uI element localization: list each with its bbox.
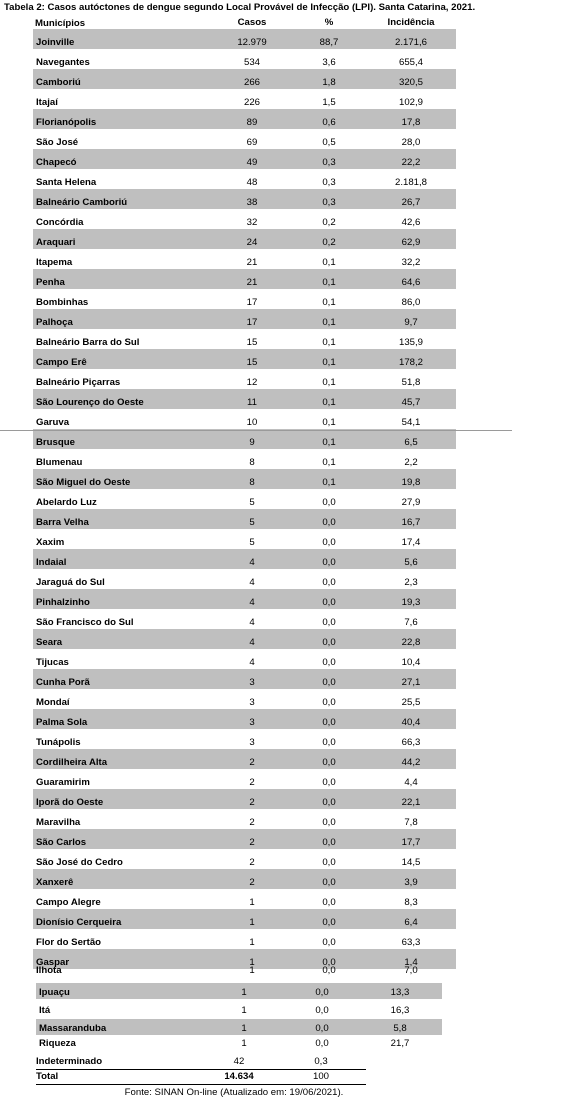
percent-value: 0,0 xyxy=(322,637,336,648)
casos-value: 4 xyxy=(249,557,255,568)
casos-value: 15 xyxy=(246,337,258,348)
table-row xyxy=(33,269,456,289)
casos-value: 1 xyxy=(249,917,255,928)
percent-value: 0,0 xyxy=(322,757,336,768)
incidencia-value: 62,9 xyxy=(401,237,421,248)
incidencia-value: 9,7 xyxy=(404,317,418,328)
casos-value: 8 xyxy=(249,477,255,488)
table-row xyxy=(33,309,456,329)
percent-value: 0,1 xyxy=(322,457,336,468)
table-row xyxy=(33,729,456,749)
total-percent: 100 xyxy=(312,1071,330,1082)
table-row xyxy=(33,549,456,569)
incidencia-value: 4,4 xyxy=(404,777,418,788)
percent-value: 0,0 xyxy=(322,577,336,588)
casos-value: 32 xyxy=(246,217,258,228)
incidencia-value: 2.181,8 xyxy=(394,177,428,188)
incidencia-value: 6,5 xyxy=(404,437,418,448)
casos-value: 1 xyxy=(249,957,255,968)
casos-value: 48 xyxy=(246,177,258,188)
table-row xyxy=(33,389,456,409)
header-percent: % xyxy=(324,17,334,28)
incidencia-value: 17,4 xyxy=(401,537,421,548)
percent-value: 0,0 xyxy=(322,617,336,628)
casos-value: 534 xyxy=(243,57,261,68)
municipio-name: Balneário Piçarras xyxy=(36,377,121,388)
municipio-name: Riqueza xyxy=(39,1038,76,1049)
indeterminado-percent: 0,3 xyxy=(314,1056,328,1067)
casos-value: 5 xyxy=(249,537,255,548)
percent-value: 0,0 xyxy=(322,937,336,948)
incidencia-value: 28,0 xyxy=(401,137,421,148)
percent-value: 0,2 xyxy=(322,237,336,248)
incidencia-value: 22,2 xyxy=(401,157,421,168)
municipio-name: São José do Cedro xyxy=(36,857,123,868)
table-row xyxy=(33,329,456,349)
percent-value: 0,0 xyxy=(322,877,336,888)
incidencia-value: 54,1 xyxy=(401,417,421,428)
municipio-name: São José xyxy=(36,137,79,148)
casos-value: 49 xyxy=(246,157,258,168)
casos-value: 5 xyxy=(249,497,255,508)
incidencia-value: 14,5 xyxy=(401,857,421,868)
casos-value: 1 xyxy=(241,1023,247,1034)
casos-value: 15 xyxy=(246,357,258,368)
incidencia-value: 2.171,6 xyxy=(394,37,428,48)
municipio-name: Itapema xyxy=(36,257,73,268)
municipio-name: Cunha Porã xyxy=(36,677,90,688)
percent-value: 0,0 xyxy=(322,777,336,788)
municipio-name: Camboriú xyxy=(36,77,81,88)
incidencia-value: 2,2 xyxy=(404,457,418,468)
percent-value: 1,8 xyxy=(322,77,336,88)
incidencia-value: 102,9 xyxy=(398,97,424,108)
casos-value: 17 xyxy=(246,297,258,308)
table-row xyxy=(33,409,456,429)
municipio-name: Tunápolis xyxy=(36,737,81,748)
table-row xyxy=(33,529,456,549)
casos-value: 4 xyxy=(249,617,255,628)
municipio-name: São Lourenço do Oeste xyxy=(36,397,144,408)
incidencia-value: 6,4 xyxy=(404,917,418,928)
table-row xyxy=(33,909,456,929)
table-row xyxy=(33,229,456,249)
municipio-name: Blumenau xyxy=(36,457,83,468)
percent-value: 0,1 xyxy=(322,377,336,388)
percent-value: 0,0 xyxy=(322,657,336,668)
casos-value: 4 xyxy=(249,637,255,648)
incidencia-value: 63,3 xyxy=(401,937,421,948)
incidencia-value: 16,7 xyxy=(401,517,421,528)
municipio-name: Flor do Sertão xyxy=(36,937,102,948)
municipio-name: Bombinhas xyxy=(36,297,89,308)
table-row xyxy=(33,929,456,949)
incidencia-value: 178,2 xyxy=(398,357,424,368)
casos-value: 3 xyxy=(249,717,255,728)
incidencia-value: 64,6 xyxy=(401,277,421,288)
header-municipios: Municípios xyxy=(35,18,86,29)
table-row xyxy=(33,469,456,489)
table-row xyxy=(33,49,456,69)
source-note: Fonte: SINAN On-line (Atualizado em: 19/06/2021). xyxy=(124,1087,344,1098)
percent-value: 88,7 xyxy=(319,37,339,48)
table-row xyxy=(33,669,456,689)
casos-value: 17 xyxy=(246,317,258,328)
table-row xyxy=(33,965,456,977)
table-row xyxy=(33,289,456,309)
incidencia-value: 8,3 xyxy=(404,897,418,908)
table-row xyxy=(36,1037,442,1050)
table-row xyxy=(33,609,456,629)
percent-value: 0,0 xyxy=(322,897,336,908)
table-row xyxy=(33,569,456,589)
incidencia-value: 655,4 xyxy=(398,57,424,68)
municipio-name: Dionísio Cerqueira xyxy=(36,917,122,928)
percent-value: 0,0 xyxy=(322,817,336,828)
incidencia-value: 7,0 xyxy=(404,965,418,976)
casos-value: 1 xyxy=(241,1038,247,1049)
incidencia-value: 17,7 xyxy=(401,837,421,848)
table-row xyxy=(33,689,456,709)
table-row xyxy=(33,849,456,869)
casos-value: 8 xyxy=(249,457,255,468)
indeterminado-casos: 42 xyxy=(233,1056,245,1067)
municipio-name: Iporã do Oeste xyxy=(36,797,104,808)
casos-value: 226 xyxy=(243,97,261,108)
table-row xyxy=(33,789,456,809)
casos-value: 2 xyxy=(249,757,255,768)
municipio-name: Barra Velha xyxy=(36,517,89,528)
municipio-name: São Miguel do Oeste xyxy=(36,477,131,488)
casos-value: 2 xyxy=(249,777,255,788)
percent-value: 0,1 xyxy=(322,317,336,328)
table-row xyxy=(33,649,456,669)
municipio-name: Xaxim xyxy=(36,537,65,548)
incidencia-value: 320,5 xyxy=(398,77,424,88)
percent-value: 0,1 xyxy=(322,337,336,348)
municipio-name: Tijucas xyxy=(36,657,69,668)
incidencia-value: 135,9 xyxy=(398,337,424,348)
casos-value: 2 xyxy=(249,817,255,828)
casos-value: 2 xyxy=(249,877,255,888)
casos-value: 10 xyxy=(246,417,258,428)
incidencia-value: 26,7 xyxy=(401,197,421,208)
casos-value: 1 xyxy=(241,987,247,998)
table-row xyxy=(33,829,456,849)
incidencia-value: 13,3 xyxy=(390,987,410,998)
municipio-name: Itajaí xyxy=(36,97,58,108)
incidencia-value: 32,2 xyxy=(401,257,421,268)
table-row xyxy=(33,169,456,189)
percent-value: 0,0 xyxy=(315,1038,329,1049)
municipio-name: Palhoça xyxy=(36,317,73,328)
municipio-name: Ilhota xyxy=(36,965,62,976)
incidencia-value: 27,9 xyxy=(401,497,421,508)
incidencia-value: 17,8 xyxy=(401,117,421,128)
table-row xyxy=(33,809,456,829)
casos-value: 1 xyxy=(249,965,255,976)
percent-value: 0,0 xyxy=(315,1005,329,1016)
municipio-name: Balneário Barra do Sul xyxy=(36,337,140,348)
municipio-name: Navegantes xyxy=(36,57,90,68)
incidencia-value: 27,1 xyxy=(401,677,421,688)
municipio-name: Campo Alegre xyxy=(36,897,101,908)
casos-value: 12 xyxy=(246,377,258,388)
table-row xyxy=(33,29,456,49)
table-row xyxy=(33,429,456,449)
municipio-name: Joinville xyxy=(36,37,75,48)
incidencia-value: 5,8 xyxy=(393,1023,407,1034)
incidencia-value: 3,9 xyxy=(404,877,418,888)
municipio-name: Pinhalzinho xyxy=(36,597,90,608)
casos-value: 21 xyxy=(246,257,258,268)
municipio-name: Ipuaçu xyxy=(39,987,70,998)
header-incidencia: Incidência xyxy=(387,17,435,28)
total-label: Total xyxy=(36,1071,59,1082)
percent-value: 0,0 xyxy=(322,677,336,688)
percent-value: 0,0 xyxy=(322,737,336,748)
percent-value: 0,0 xyxy=(322,557,336,568)
municipio-name: Chapecó xyxy=(36,157,77,168)
incidencia-value: 16,3 xyxy=(390,1005,410,1016)
municipio-name: Gaspar xyxy=(36,957,70,968)
incidencia-value: 21,7 xyxy=(390,1038,410,1049)
casos-value: 24 xyxy=(246,237,258,248)
municipio-name: Penha xyxy=(36,277,65,288)
incidencia-value: 22,8 xyxy=(401,637,421,648)
municipio-name: Balneário Camboriú xyxy=(36,197,128,208)
percent-value: 0,1 xyxy=(322,437,336,448)
percent-value: 0,5 xyxy=(322,137,336,148)
percent-value: 0,3 xyxy=(322,177,336,188)
municipio-name: Maravilha xyxy=(36,817,81,828)
table-row xyxy=(33,629,456,649)
municipio-name: Palma Sola xyxy=(36,717,88,728)
table-row xyxy=(33,589,456,609)
indeterminado-row xyxy=(36,1055,366,1068)
table-row xyxy=(33,249,456,269)
percent-value: 0,0 xyxy=(322,597,336,608)
casos-value: 266 xyxy=(243,77,261,88)
percent-value: 0,0 xyxy=(322,537,336,548)
casos-value: 4 xyxy=(249,597,255,608)
municipio-name: Xanxerê xyxy=(36,877,74,888)
percent-value: 0,0 xyxy=(322,497,336,508)
table-row xyxy=(33,129,456,149)
table-row xyxy=(33,189,456,209)
municipio-name: Campo Erê xyxy=(36,357,87,368)
municipio-name: Brusque xyxy=(36,437,75,448)
percent-value: 0,0 xyxy=(322,717,336,728)
percent-value: 0,0 xyxy=(322,697,336,708)
incidencia-value: 7,8 xyxy=(404,817,418,828)
municipio-name: Guaramirim xyxy=(36,777,90,788)
municipio-name: Araquari xyxy=(36,237,76,248)
table-row xyxy=(33,749,456,769)
municipio-name: Indaial xyxy=(36,557,67,568)
incidencia-value: 2,3 xyxy=(404,577,418,588)
incidencia-value: 1,4 xyxy=(404,957,418,968)
incidencia-value: 19,8 xyxy=(401,477,421,488)
percent-value: 0,1 xyxy=(322,477,336,488)
percent-value: 0,0 xyxy=(322,917,336,928)
municipio-name: Massaranduba xyxy=(39,1023,107,1034)
percent-value: 0,0 xyxy=(322,965,336,976)
incidencia-value: 40,4 xyxy=(401,717,421,728)
percent-value: 0,3 xyxy=(322,157,336,168)
total-casos: 14.634 xyxy=(224,1071,254,1082)
table-row xyxy=(33,769,456,789)
table-row xyxy=(36,983,442,999)
table-row xyxy=(33,509,456,529)
casos-value: 5 xyxy=(249,517,255,528)
percent-value: 0,1 xyxy=(322,297,336,308)
municipio-name: Concórdia xyxy=(36,217,84,228)
incidencia-value: 86,0 xyxy=(401,297,421,308)
casos-value: 2 xyxy=(249,837,255,848)
incidencia-value: 44,2 xyxy=(401,757,421,768)
table-row xyxy=(33,489,456,509)
table-row xyxy=(33,709,456,729)
municipio-name: Garuva xyxy=(36,417,70,428)
percent-value: 0,0 xyxy=(322,837,336,848)
table-row xyxy=(33,209,456,229)
percent-value: 0,6 xyxy=(322,117,336,128)
incidencia-value: 51,8 xyxy=(401,377,421,388)
percent-value: 0,1 xyxy=(322,397,336,408)
percent-value: 0,0 xyxy=(322,517,336,528)
municipio-name: Mondaí xyxy=(36,697,70,708)
casos-value: 12.979 xyxy=(237,37,267,48)
table-row xyxy=(33,149,456,169)
casos-value: 3 xyxy=(249,737,255,748)
table-row xyxy=(33,949,456,969)
table-row xyxy=(33,449,456,469)
casos-value: 2 xyxy=(249,797,255,808)
casos-value: 9 xyxy=(249,437,255,448)
municipio-name: Cordilheira Alta xyxy=(36,757,108,768)
percent-value: 0,0 xyxy=(322,797,336,808)
percent-value: 0,1 xyxy=(322,277,336,288)
incidencia-value: 10,4 xyxy=(401,657,421,668)
casos-value: 4 xyxy=(249,577,255,588)
total-row xyxy=(36,1070,366,1083)
casos-value: 11 xyxy=(247,397,257,408)
municipio-name: Itá xyxy=(39,1005,51,1016)
header-casos: Casos xyxy=(237,17,267,28)
table-row xyxy=(33,349,456,369)
table-row xyxy=(33,369,456,389)
casos-value: 4 xyxy=(249,657,255,668)
incidencia-value: 19,3 xyxy=(401,597,421,608)
page-break-divider xyxy=(0,430,512,431)
percent-value: 0,3 xyxy=(322,197,336,208)
municipio-name: São Carlos xyxy=(36,837,87,848)
incidencia-value: 42,6 xyxy=(401,217,421,228)
incidencia-value: 7,6 xyxy=(404,617,418,628)
incidencia-value: 5,6 xyxy=(404,557,418,568)
table-row xyxy=(33,89,456,109)
casos-value: 1 xyxy=(241,1005,247,1016)
municipio-name: Abelardo Luz xyxy=(36,497,97,508)
municipio-name: Florianópolis xyxy=(36,117,97,128)
table-row xyxy=(36,1019,442,1035)
incidencia-value: 25,5 xyxy=(401,697,421,708)
incidencia-value: 22,1 xyxy=(401,797,421,808)
table-row xyxy=(33,889,456,909)
percent-value: 0,0 xyxy=(322,957,336,968)
percent-value: 1,5 xyxy=(322,97,336,108)
incidencia-value: 45,7 xyxy=(401,397,421,408)
municipio-name: Jaraguá do Sul xyxy=(36,577,105,588)
table-row xyxy=(33,69,456,89)
percent-value: 0,2 xyxy=(322,217,336,228)
total-bottom-line xyxy=(36,1084,366,1085)
casos-value: 1 xyxy=(249,937,255,948)
casos-value: 3 xyxy=(249,677,255,688)
table-title: Tabela 2: Casos autóctones de dengue segundo Local Provável de Infecção (LPI). Santa Catarina, 2021. xyxy=(4,2,476,13)
table-row xyxy=(36,1001,442,1017)
casos-value: 3 xyxy=(249,697,255,708)
casos-value: 2 xyxy=(249,857,255,868)
percent-value: 0,1 xyxy=(322,257,336,268)
casos-value: 21 xyxy=(246,277,258,288)
municipio-name: Seara xyxy=(36,637,63,648)
percent-value: 0,0 xyxy=(315,987,329,998)
municipio-name: Santa Helena xyxy=(36,177,97,188)
percent-value: 0,0 xyxy=(315,1023,329,1034)
municipio-name: São Francisco do Sul xyxy=(36,617,134,628)
percent-value: 0,1 xyxy=(322,417,336,428)
indeterminado-label: Indeterminado xyxy=(36,1056,103,1067)
casos-value: 69 xyxy=(246,137,258,148)
casos-value: 1 xyxy=(249,897,255,908)
casos-value: 38 xyxy=(246,197,258,208)
casos-value: 89 xyxy=(246,117,258,128)
percent-value: 0,1 xyxy=(322,357,336,368)
percent-value: 0,0 xyxy=(322,857,336,868)
incidencia-value: 66,3 xyxy=(401,737,421,748)
percent-value: 3,6 xyxy=(322,57,336,68)
table-row xyxy=(33,869,456,889)
table-row xyxy=(33,109,456,129)
